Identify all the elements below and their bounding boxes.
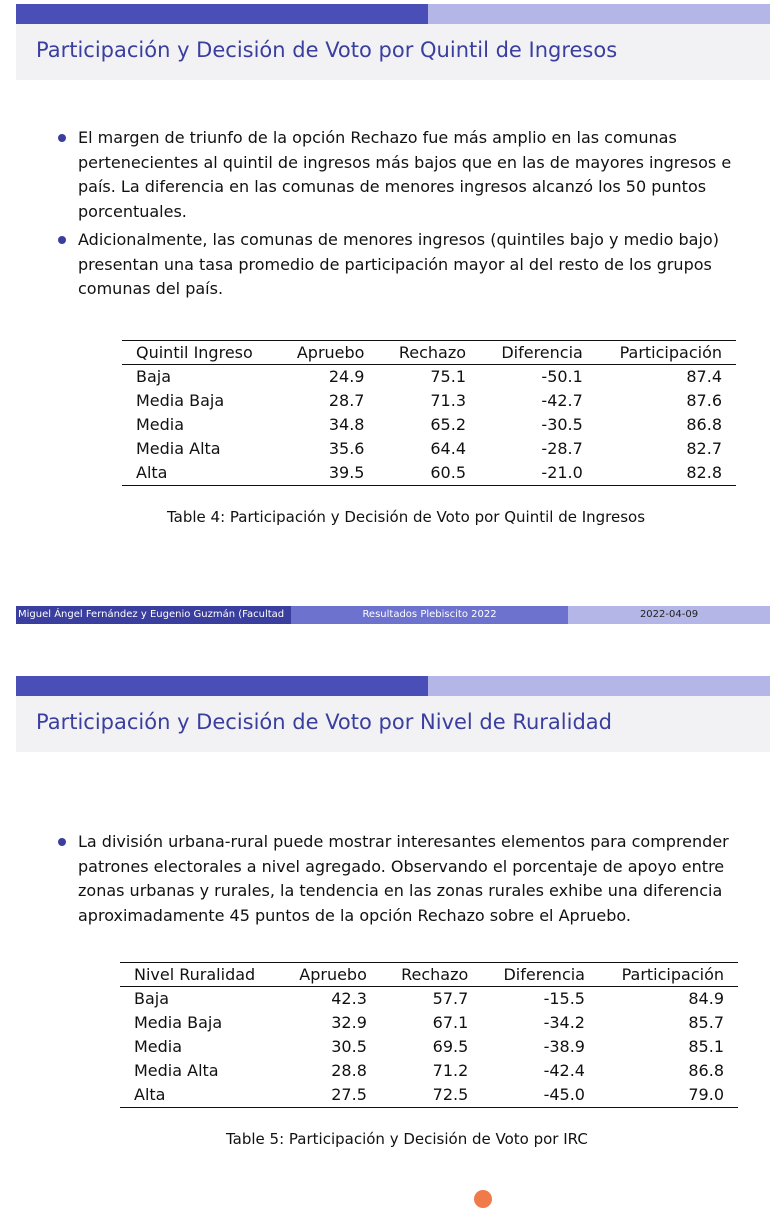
table-row: [120, 1059, 738, 1083]
bullet-item: [58, 830, 770, 928]
title-band: [16, 24, 770, 80]
table-cell: 39.5: [276, 461, 378, 486]
column-header: Participación: [599, 963, 738, 987]
table-cell: -30.5: [541, 415, 583, 434]
bullet-dot-icon: [58, 236, 66, 244]
table-cell: 64.4: [430, 439, 466, 458]
table-cell: 87.6: [686, 391, 722, 410]
table-cell: 28.8: [331, 1061, 367, 1080]
slide-rurality: [0, 672, 770, 1200]
slide-header-bar: [16, 676, 770, 696]
table-cell: Media: [134, 1037, 183, 1056]
table-cell: -42.4: [543, 1061, 585, 1080]
bullet-list: [58, 126, 770, 306]
slide-footer: [16, 606, 770, 624]
column-header: Apruebo: [276, 341, 378, 365]
column-header: Diferencia: [482, 963, 599, 987]
table-cell: 35.6: [328, 439, 365, 458]
table-header-row: [122, 341, 736, 365]
table-cell: Alta: [122, 461, 276, 486]
table-cell: 79.0: [599, 1083, 738, 1108]
column-header: Nivel Ruralidad: [120, 963, 279, 987]
table-row: [122, 461, 736, 486]
slide-title: Participación y Decisión de Voto por Quintil de Ingresos: [36, 38, 618, 62]
table-cell: 57.7: [432, 989, 469, 1008]
table-cell: Media Baja: [134, 1013, 223, 1032]
table-cell: 34.8: [328, 415, 365, 434]
footer-talk-title: Resultados Plebiscito 2022: [291, 606, 568, 624]
table-cell: -34.2: [543, 1013, 585, 1032]
table-cell: 24.9: [328, 367, 365, 386]
column-header: Quintil Ingreso: [122, 341, 276, 365]
bullet-line: porcentuales.: [78, 201, 187, 221]
table-cell: 75.1: [430, 367, 466, 386]
header-bar-dark: [16, 4, 428, 24]
table-cell: 82.7: [686, 439, 722, 458]
table-cell: 71.3: [430, 391, 466, 410]
table-cell: -38.9: [543, 1037, 585, 1056]
table-cell: Alta: [120, 1083, 279, 1108]
table-row: [120, 987, 738, 1012]
table-cell: Baja: [136, 367, 172, 386]
table-cell: 28.7: [328, 391, 365, 410]
bullet-line: La división urbana-rural puede mostrar interesantes elementos para comprender: [78, 832, 729, 851]
cursor-dot-icon: [474, 1190, 492, 1208]
header-bar-light: [428, 4, 770, 24]
bullet-line: comunas del país.: [78, 279, 224, 298]
table-cell: 86.8: [688, 1061, 724, 1080]
table-row: [120, 1035, 738, 1059]
table-row: [122, 365, 736, 390]
bullet-item: [58, 126, 770, 224]
column-header: Apruebo: [279, 963, 381, 987]
bullet-dot-icon: [58, 134, 66, 142]
column-header: Rechazo: [381, 963, 482, 987]
table-cell: 84.9: [688, 989, 724, 1008]
table-cell: Media Baja: [136, 391, 225, 410]
bullet-line: aproximadamente 45 puntos de la opción Rechazo sobre el Apruebo.: [78, 905, 631, 925]
table-cell: 86.8: [686, 415, 722, 434]
table-cell: 32.9: [331, 1013, 367, 1032]
bullet-line: El margen de triunfo de la opción Rechazo fue más amplio en las comunas: [78, 128, 677, 147]
table-cell: 60.5: [378, 461, 480, 486]
column-header: Participación: [597, 341, 736, 365]
title-band: [16, 696, 770, 752]
table-row: [122, 437, 736, 461]
table-row: [122, 389, 736, 413]
table-cell: 85.1: [688, 1037, 724, 1056]
bullet-line: zonas urbanas y rurales, la tendencia en las zonas rurales exhibe una diferencia: [78, 881, 723, 900]
table-row: [122, 413, 736, 437]
bullet-line: pertenecientes al quintil de ingresos más bajos que en las de mayores ingresos e: [78, 152, 732, 172]
table-cell: 65.2: [430, 415, 466, 434]
table-cell: -42.7: [541, 391, 583, 410]
table-cell: 71.2: [432, 1061, 469, 1080]
income-table: [122, 340, 736, 486]
table-cell: -15.5: [543, 989, 585, 1008]
slide-title: Participación y Decisión de Voto por Nivel de Ruralidad: [36, 710, 613, 734]
bullet-dot-icon: [58, 838, 66, 846]
bullet-item: [58, 228, 770, 302]
column-header: Rechazo: [378, 341, 480, 365]
table-cell: -28.7: [541, 439, 583, 458]
table-cell: -50.1: [541, 367, 583, 386]
table-cell: Media: [136, 415, 185, 434]
header-bar-dark: [16, 676, 428, 696]
column-header: Diferencia: [480, 341, 597, 365]
bullet-line: Adicionalmente, las comunas de menores ingresos (quintiles bajo y medio bajo): [78, 230, 719, 249]
table-cell: 27.5: [279, 1083, 381, 1108]
footer-authors: Miguel Ángel Fernández y Eugenio Guzmán (Facultad: [16, 606, 291, 624]
table-cell: 85.7: [688, 1013, 724, 1032]
table-cell: 69.5: [432, 1037, 469, 1056]
table-cell: Baja: [134, 989, 170, 1008]
table-cell: 72.5: [381, 1083, 482, 1108]
table-caption: Table 5: Participación y Decisión de Voto por IRC: [226, 1130, 588, 1148]
bullet-line: patrones electorales a nivel agregado. Observando el porcentaje de apoyo entre: [78, 856, 725, 876]
header-bar-light: [428, 676, 770, 696]
slide-header-bar: [16, 4, 770, 24]
table-cell: 82.8: [597, 461, 736, 486]
table-row: [120, 1083, 738, 1108]
footer-date: 2022-04-09: [568, 606, 770, 624]
table-cell: -45.0: [482, 1083, 599, 1108]
bullet-line: país. La diferencia en las comunas de menores ingresos alcanzó los 50 puntos: [78, 177, 707, 196]
table-cell: 67.1: [432, 1013, 469, 1032]
table-cell: -21.0: [480, 461, 597, 486]
bullet-list: [58, 830, 770, 932]
table-header-row: [120, 963, 738, 987]
table-cell: 30.5: [331, 1037, 367, 1056]
table-cell: 42.3: [331, 989, 367, 1008]
table-cell: 87.4: [686, 367, 722, 386]
table-row: [120, 1011, 738, 1035]
bullet-line: presentan una tasa promedio de participación mayor al del resto de los grupos: [78, 254, 712, 274]
table-caption: Table 4: Participación y Decisión de Voto por Quintil de Ingresos: [167, 508, 646, 526]
rurality-table: [120, 962, 738, 1108]
table-cell: Media Alta: [134, 1061, 219, 1080]
table-cell: Media Alta: [136, 439, 221, 458]
